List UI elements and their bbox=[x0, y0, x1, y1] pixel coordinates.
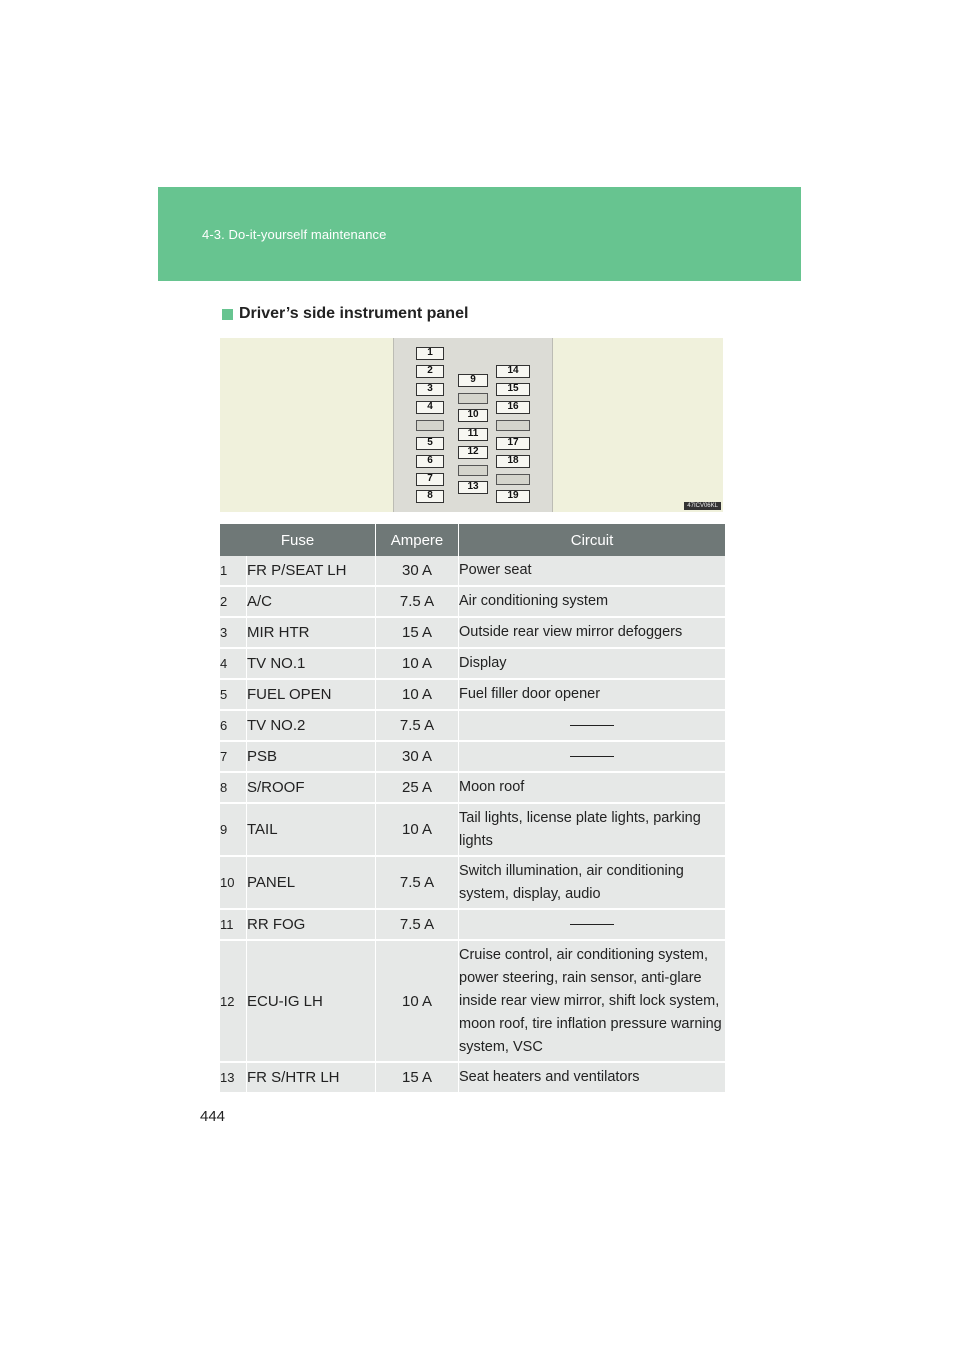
fuse-circuit: Cruise control, air conditioning system, power steering, rain sensor, anti-glare inside rear view mirror, shift lock system, moon roof, tire inflation pressure warning system, VSC bbox=[459, 941, 725, 1063]
fuse-1: 1 bbox=[416, 347, 444, 360]
fuse-circuit: Switch illumination, air conditioning system, display, audio bbox=[459, 857, 725, 910]
fuse-number: 13 bbox=[220, 1063, 247, 1094]
fuse-16: 16 bbox=[496, 401, 530, 414]
fuse-ampere: 7.5 A bbox=[376, 857, 459, 910]
header-circuit: Circuit bbox=[459, 524, 725, 556]
section-title: 4-3. Do-it-yourself maintenance bbox=[202, 227, 387, 242]
fuse-circuit-none bbox=[459, 742, 725, 773]
fuse-name: S/ROOF bbox=[247, 773, 376, 804]
fuse-circuit: Outside rear view mirror defoggers bbox=[459, 618, 725, 649]
fuse-ampere: 10 A bbox=[376, 680, 459, 711]
fuse-ampere: 15 A bbox=[376, 618, 459, 649]
fuse-number: 2 bbox=[220, 587, 247, 618]
fuse-panel bbox=[393, 338, 553, 512]
fuse-15: 15 bbox=[496, 383, 530, 396]
fuse-name: FUEL OPEN bbox=[247, 680, 376, 711]
fuse-name: PANEL bbox=[247, 857, 376, 910]
subheading-text: Driver’s side instrument panel bbox=[239, 305, 469, 322]
fuse-number: 6 bbox=[220, 711, 247, 742]
fuse-circuit: Power seat bbox=[459, 556, 725, 587]
fuse-ampere: 25 A bbox=[376, 773, 459, 804]
table-row bbox=[220, 773, 725, 804]
fuse-name: FR P/SEAT LH bbox=[247, 556, 376, 587]
fuse-name: MIR HTR bbox=[247, 618, 376, 649]
fuse-number: 11 bbox=[220, 910, 247, 941]
fuse-name: ECU-IG LH bbox=[247, 941, 376, 1063]
fuse-box-figure bbox=[220, 338, 723, 512]
fuse-table bbox=[220, 524, 725, 1094]
fuse-circuit: Moon roof bbox=[459, 773, 725, 804]
fuse-blank bbox=[496, 420, 530, 431]
fuse-number: 1 bbox=[220, 556, 247, 587]
fuse-name: TAIL bbox=[247, 804, 376, 857]
fuse-blank bbox=[458, 393, 488, 404]
fuse-circuit: Fuel filler door opener bbox=[459, 680, 725, 711]
table-row bbox=[220, 649, 725, 680]
fuse-2: 2 bbox=[416, 365, 444, 378]
fuse-17: 17 bbox=[496, 437, 530, 450]
fuse-number: 7 bbox=[220, 742, 247, 773]
dash-line bbox=[570, 924, 614, 925]
fuse-circuit-none bbox=[459, 910, 725, 941]
fuse-8: 8 bbox=[416, 490, 444, 503]
image-code: 47ICV06KL bbox=[684, 502, 721, 510]
fuse-circuit: Tail lights, license plate lights, parking lights bbox=[459, 804, 725, 857]
table-row bbox=[220, 711, 725, 742]
fuse-number: 4 bbox=[220, 649, 247, 680]
fuse-4: 4 bbox=[416, 401, 444, 414]
table-row bbox=[220, 742, 725, 773]
fuse-ampere: 30 A bbox=[376, 556, 459, 587]
fuse-9: 9 bbox=[458, 374, 488, 387]
fuse-12: 12 bbox=[458, 446, 488, 459]
header-ampere: Ampere bbox=[376, 524, 459, 556]
dash-line bbox=[570, 756, 614, 757]
header-fuse: Fuse bbox=[220, 524, 376, 556]
table-row bbox=[220, 556, 725, 587]
fuse-name: PSB bbox=[247, 742, 376, 773]
fuse-18: 18 bbox=[496, 455, 530, 468]
fuse-number: 10 bbox=[220, 857, 247, 910]
table-row bbox=[220, 587, 725, 618]
fuse-name: TV NO.1 bbox=[247, 649, 376, 680]
fuse-blank bbox=[458, 465, 488, 476]
fuse-19: 19 bbox=[496, 490, 530, 503]
fuse-number: 3 bbox=[220, 618, 247, 649]
page-number: 444 bbox=[200, 1108, 226, 1125]
dash-line bbox=[570, 725, 614, 726]
fuse-ampere: 7.5 A bbox=[376, 711, 459, 742]
fuse-circuit: Display bbox=[459, 649, 725, 680]
bullet-square-icon bbox=[222, 309, 233, 320]
fuse-name: RR FOG bbox=[247, 910, 376, 941]
fuse-circuit: Seat heaters and ventilators bbox=[459, 1063, 725, 1094]
fuse-number: 5 bbox=[220, 680, 247, 711]
fuse-name: FR S/HTR LH bbox=[247, 1063, 376, 1094]
table-row bbox=[220, 618, 725, 649]
header-band bbox=[158, 187, 801, 281]
fuse-number: 12 bbox=[220, 941, 247, 1063]
table-row bbox=[220, 680, 725, 711]
fuse-6: 6 bbox=[416, 455, 444, 468]
fuse-name: A/C bbox=[247, 587, 376, 618]
table-row bbox=[220, 804, 725, 857]
subheading bbox=[222, 305, 468, 323]
fuse-11: 11 bbox=[458, 428, 488, 441]
fuse-ampere: 10 A bbox=[376, 941, 459, 1063]
table-row bbox=[220, 1063, 725, 1094]
table-row bbox=[220, 941, 725, 1063]
fuse-3: 3 bbox=[416, 383, 444, 396]
fuse-ampere: 7.5 A bbox=[376, 910, 459, 941]
fuse-13: 13 bbox=[458, 481, 488, 494]
fuse-10: 10 bbox=[458, 409, 488, 422]
fuse-ampere: 10 A bbox=[376, 804, 459, 857]
fuse-ampere: 30 A bbox=[376, 742, 459, 773]
table-row bbox=[220, 910, 725, 941]
fuse-7: 7 bbox=[416, 473, 444, 486]
fuse-blank bbox=[416, 420, 444, 431]
fuse-ampere: 15 A bbox=[376, 1063, 459, 1094]
fuse-number: 9 bbox=[220, 804, 247, 857]
fuse-name: TV NO.2 bbox=[247, 711, 376, 742]
fuse-circuit: Air conditioning system bbox=[459, 587, 725, 618]
fuse-14: 14 bbox=[496, 365, 530, 378]
table-header-row bbox=[220, 524, 725, 556]
fuse-circuit-none bbox=[459, 711, 725, 742]
fuse-ampere: 10 A bbox=[376, 649, 459, 680]
fuse-5: 5 bbox=[416, 437, 444, 450]
fuse-blank bbox=[496, 474, 530, 485]
fuse-number: 8 bbox=[220, 773, 247, 804]
table-row bbox=[220, 857, 725, 910]
fuse-ampere: 7.5 A bbox=[376, 587, 459, 618]
